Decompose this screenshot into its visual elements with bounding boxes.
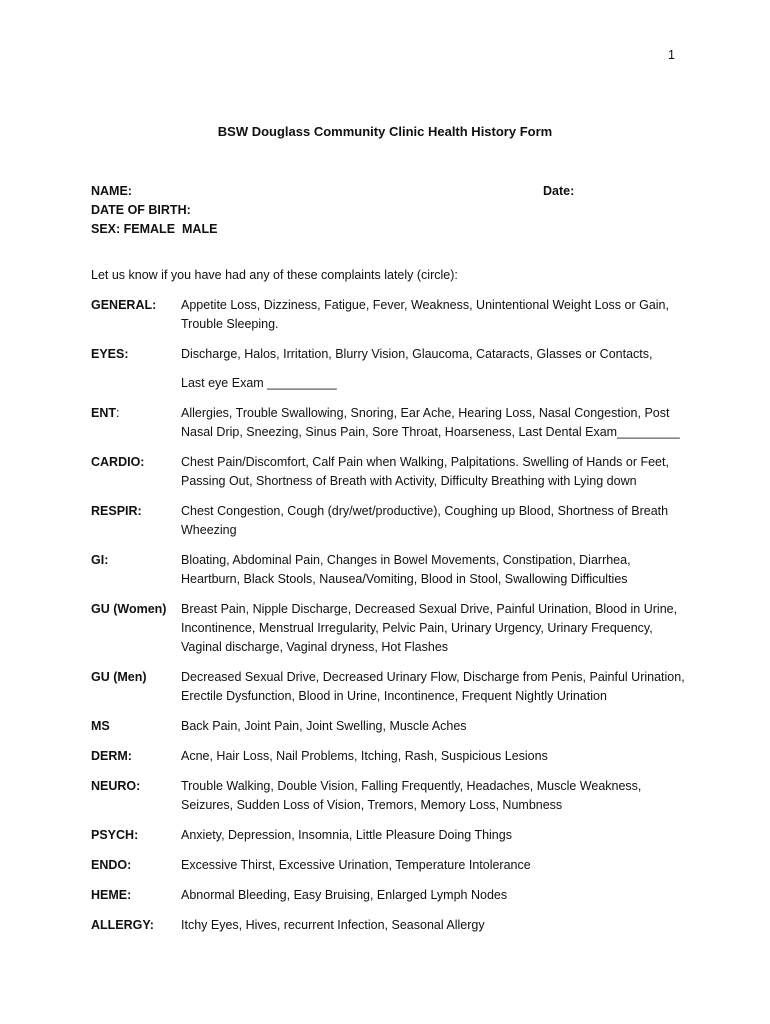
section-allergy [91,916,691,935]
name-label: NAME: [91,184,132,198]
last-eye-exam: Last eye Exam __________ [181,376,337,390]
section-label: ENT [91,406,116,420]
section-neuro [91,777,691,815]
section-derm [91,747,691,766]
page-title: BSW Douglass Community Clinic Health History Form [217,124,553,139]
section-label: RESPIR: [91,504,142,518]
section-gi [91,551,691,589]
section-items: Chest Congestion, Cough (dry/wet/productive), Coughing up Blood, Shortness of Breath Wheezing [181,504,669,537]
section-items-wrap [181,345,691,393]
dob-label: DATE OF BIRTH: [91,203,191,217]
section-items: Breast Pain, Nipple Discharge, Decreased Sexual Drive, Painful Urination, Blood in Urine, Incontinence, Menstrual Irregularity, Pelvic Pain, Urinary Urgency, Urinary Frequency, Vaginal discharge, Vaginal dryness, Hot Flashes [181,602,678,654]
section-ms [91,717,691,736]
sex-male-label: MALE [182,222,218,236]
page-number: 1 [668,48,675,62]
section-items: Acne, Hair Loss, Nail Problems, Itching, Rash, Suspicious Lesions [181,749,548,763]
section-gu-men [91,668,691,706]
section-label: GU (Men) [91,670,147,684]
section-items: Excessive Thirst, Excessive Urination, Temperature Intolerance [181,858,531,872]
section-items: Itchy Eyes, Hives, recurrent Infection, Seasonal Allergy [181,918,485,932]
section-label: GENERAL: [91,298,157,312]
section-psych [91,826,691,845]
section-general [91,296,691,334]
section-label: GI: [91,553,109,567]
section-label: ALLERGY: [91,918,154,932]
section-label: NEURO: [91,779,141,793]
sex-female-label: SEX: FEMALE [91,222,176,236]
section-label: ENDO: [91,858,132,872]
section-ent [91,404,691,442]
section-respir [91,502,691,540]
section-items: Abnormal Bleeding, Easy Bruising, Enlarged Lymph Nodes [181,888,508,902]
section-items: Bloating, Abdominal Pain, Changes in Bowel Movements, Constipation, Diarrhea, Heartburn, Black Stools, Nausea/Vomiting, Blood in Stool, Swallowing Difficulties [181,553,631,586]
complaints-list [91,296,691,946]
section-label: MS [91,719,110,733]
section-label: CARDIO: [91,455,145,469]
section-gu-women [91,600,691,657]
section-label-colon: : [116,406,120,420]
section-items: Back Pain, Joint Pain, Joint Swelling, Muscle Aches [181,719,467,733]
section-label: GU (Women) [91,602,167,616]
section-items: Discharge, Halos, Irritation, Blurry Vision, Glaucoma, Cataracts, Glasses or Contacts, [181,347,653,361]
section-items: Appetite Loss, Dizziness, Fatigue, Fever, Weakness, Unintentional Weight Loss or Gain, Trouble Sleeping. [181,298,669,331]
date-label: Date: [543,184,575,198]
section-endo [91,856,691,875]
section-cardio [91,453,691,491]
section-label-wrap [91,404,181,442]
section-label: PSYCH: [91,828,139,842]
section-items: Decreased Sexual Drive, Decreased Urinary Flow, Discharge from Penis, Painful Urination, Erectile Dysfunction, Blood in Urine, Incontinence, Frequent Nightly Urination [181,670,685,703]
section-eyes [91,345,691,393]
section-heme [91,886,691,905]
section-items: Trouble Walking, Double Vision, Falling Frequently, Headaches, Muscle Weakness, Seizures, Sudden Loss of Vision, Tremors, Memory Loss, Numbness [181,779,642,812]
intro-text: Let us know if you have had any of these complaints lately (circle): [91,268,458,282]
section-label: DERM: [91,749,132,763]
section-label: EYES: [91,347,129,361]
section-items: Chest Pain/Discomfort, Calf Pain when Walking, Palpitations. Swelling of Hands or Feet, Passing Out, Shortness of Breath with Activity, Difficulty Breathing with Lying down [181,455,669,488]
section-label: HEME: [91,888,132,902]
section-items: Allergies, Trouble Swallowing, Snoring, Ear Ache, Hearing Loss, Nasal Congestion, Post Nasal Drip, Sneezing, Sinus Pain, Sore Throat, Hoarseness, Last Dental Exam_________ [181,406,680,439]
section-items: Anxiety, Depression, Insomnia, Little Pleasure Doing Things [181,828,512,842]
